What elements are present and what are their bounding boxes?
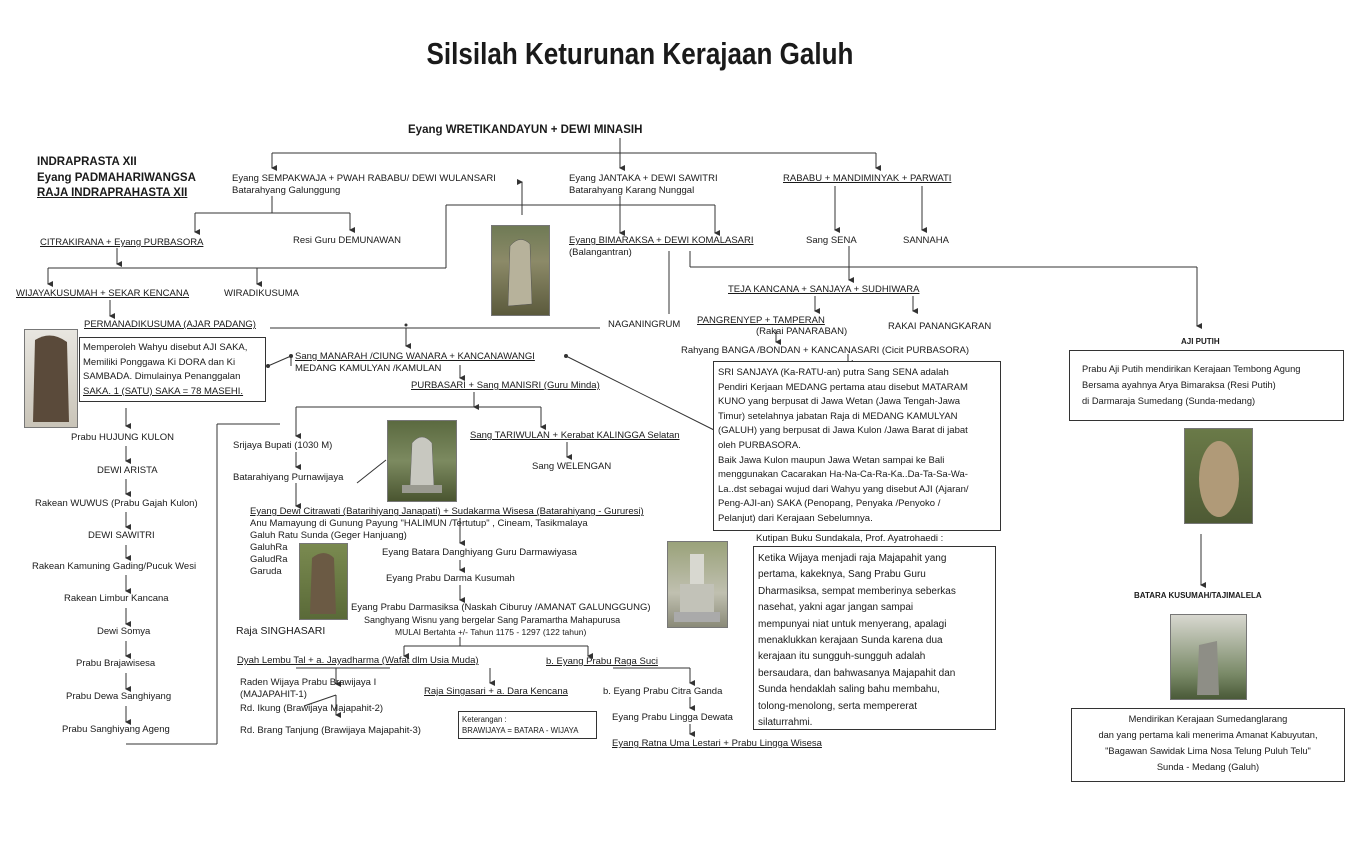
node-resiguru: Resi Guru DEMUNAWAN xyxy=(293,235,402,246)
stone-photo xyxy=(24,329,78,428)
keterangan-note xyxy=(458,711,597,739)
node-panaraban: (Rakai PANARABAN) xyxy=(756,326,848,337)
node-rajasingasari: Raja Singasari + a. Dara Kencana xyxy=(424,686,568,697)
sumedang-line: Sunda - Medang (Galuh) xyxy=(1156,762,1260,772)
node-citraganda: b. Eyang Prabu Citra Ganda xyxy=(603,686,723,697)
kutipan-line: Dharmasiksa, sempat memberinya seberkas xyxy=(758,585,956,597)
sanjaya-line: Peng-AJI-an) SAKA (Penopang, Penyaka /Penyoko / xyxy=(718,498,941,510)
sumedang-line: "Bagawan Sawidak Lima Nosa Telung Puluh Telu" xyxy=(1105,746,1311,756)
node-kamuning: Rakean Kamuning Gading/Pucuk Wesi xyxy=(32,561,197,572)
node-sena: Sang SENA xyxy=(806,235,857,246)
node-darmakusumah: Eyang Prabu Darma Kusumah xyxy=(386,573,515,584)
stone-photo xyxy=(299,543,348,620)
sanjaya-line: KUNO yang berpusat di Jawa Wetan (Jawa Tengah-Jawa xyxy=(718,396,961,408)
node-galuh-ratu: Galuh Ratu Sunda (Geger Hanjuang) xyxy=(250,530,407,541)
node-bimaraksa: Eyang BIMARAKSA + DEWI KOMALASARI xyxy=(569,235,754,246)
ajisaka-note xyxy=(79,337,266,402)
node-sempakwaja-title: Batarahyang Galunggung xyxy=(232,185,341,196)
node-lembutal: Dyah Lembu Tal + a. Jayadharma (Wafat dlm Usia Muda) xyxy=(237,655,479,666)
node-radenwijaya: Raden Wijaya Prabu Brawijaya I xyxy=(240,677,377,688)
node-wuwus: Rakean WUWUS (Prabu Gajah Kulon) xyxy=(35,498,198,509)
node-manarah: Sang MANARAH /CIUNG WANARA + KANCANAWANGI xyxy=(295,351,535,362)
sumedang-line: dan yang pertama kali menerima Amanat Kabuyutan, xyxy=(1098,730,1318,740)
ajiputih-note xyxy=(1069,350,1344,421)
node-danghiyang: Eyang Batara Danghiyang Guru Darmawiyasa xyxy=(382,547,577,558)
node-wisnu: Sanghyang Wisnu yang bergelar Sang Paramartha Mahapurusa xyxy=(364,615,621,625)
sanjaya-line: oleh PURBASORA. xyxy=(718,439,801,451)
sanjaya-line: (GALUH) yang berpusat di Jawa Kulon /Jawa Barat di jabat xyxy=(718,425,968,437)
node-anu-mamayung: Anu Mamayung di Gunung Payung "HALIMUN /Tertutup" , Cineam, Tasikmalaya xyxy=(250,518,588,529)
kutipan-title: Kutipan Buku Sundakala, Prof. Ayatrohaedi : xyxy=(756,533,944,544)
node-dewiarista: DEWI ARISTA xyxy=(97,465,158,476)
node-wijayakusumah: WIJAYAKUSUMAH + SEKAR KENCANA xyxy=(16,288,190,299)
stone-photo xyxy=(1184,428,1253,524)
sumedang-line: Mendirikan Kerajaan Sumedanglarang xyxy=(1128,714,1288,724)
node-darmasiksa: Eyang Prabu Darmasiksa (Naskah Ciburuy /AMANAT GALUNGGUNG) xyxy=(351,602,651,613)
kutipan-line: Sunda hendaklah saling bahu membahu, xyxy=(758,684,940,696)
ajiputih-line: di Darmaraja Sumedang (Sunda-medang) xyxy=(1082,396,1256,406)
node-purnawijaya: Batarahiyang Purnawijaya xyxy=(233,472,344,483)
node-citrakirana: CITRAKIRANA + Eyang PURBASORA xyxy=(40,237,204,248)
root-couple: Eyang WRETIKANDAYUN + DEWI MINASIH xyxy=(408,124,643,136)
sumedang-note xyxy=(1071,708,1345,782)
node-sempakwaja: Eyang SEMPAKWAJA + PWAH RABABU/ DEWI WULANSARI xyxy=(232,173,496,184)
sanjaya-line: menggunakan Cacarakan Ha-Na-Ca-Ra-Ka..Da-Ta-Sa-Wa- xyxy=(718,469,968,481)
stone-photo xyxy=(491,225,550,316)
node-galudra: GaludRa xyxy=(250,554,288,565)
node-permanadikusuma: PERMANADIKUSUMA (AJAR PADANG) xyxy=(84,319,256,330)
sanjaya-note xyxy=(713,361,1001,531)
node-purbasari: PURBASARI + Sang MANISRI (Guru Minda) xyxy=(411,380,600,391)
node-somya: Dewi Somya xyxy=(97,626,151,637)
kutipan-line: mempunyai niat untuk menyerang, apalagi xyxy=(758,618,947,630)
node-brangtanjung: Rd. Brang Tanjung (Brawijaya Majapahit-3) xyxy=(240,725,421,736)
node-sanghiyangageng: Prabu Sanghiyang Ageng xyxy=(62,724,170,735)
ajisaka-line: SAKA. 1 (SATU) SAKA = 78 MASEHI. xyxy=(83,385,244,397)
node-srijaya: Srijaya Bupati (1030 M) xyxy=(233,440,333,451)
node-citrawati: Eyang Dewi Citrawati (Batarihiyang Janapati) + Sudakarma Wisesa (Batarahiyang - Gururesi) xyxy=(250,506,644,517)
ajiputih-line: Bersama ayahnya Arya Bimaraksa (Resi Putih) xyxy=(1082,380,1276,390)
node-jantaka-title: Batarahyang Karang Nunggal xyxy=(569,185,695,196)
node-pangrenyep: PANGRENYEP + TAMPERAN xyxy=(697,315,825,326)
sanjaya-line: Timur) setelahnya jabatan Raja di MEDANG KAMULYAN xyxy=(718,410,958,422)
node-majapahit1: (MAJAPAHIT-1) xyxy=(240,689,307,700)
stone-photo xyxy=(1170,614,1247,700)
sanjaya-line: Pendiri Kerjaan MEDANG pertama atau disebut MATARAM xyxy=(718,381,968,393)
node-batara-kusumah: BATARA KUSUMAH/TAJIMALELA xyxy=(1134,591,1262,600)
node-singhasari: Raja SINGHASARI xyxy=(236,625,326,637)
node-sannaha: SANNAHA xyxy=(903,235,949,246)
kutipan-line: nasehat, yakni agar jangan sampai xyxy=(758,602,914,614)
shrine-photo xyxy=(667,541,728,628)
sanjaya-line: Pelanjut) dari Kerajaan Sebelumnya. xyxy=(718,512,873,524)
node-ikung: Rd. Ikung (Brawijaya Majapahit-2) xyxy=(240,703,384,714)
node-mulai: MULAI Bertahta +/- Tahun 1175 - 1297 (122 tahun) xyxy=(395,627,587,637)
node-ratnauma: Eyang Ratna Uma Lestari + Prabu Lingga Wisesa xyxy=(612,738,822,749)
node-jantaka: Eyang JANTAKA + DEWI SAWITRI xyxy=(569,173,718,184)
indraprasta-title: INDRAPRASTA XII xyxy=(37,156,137,168)
node-tariwulan: Sang TARIWULAN + Kerabat KALINGGA Selatan xyxy=(470,430,680,441)
kutipan-line: silaturrahmi. xyxy=(758,717,813,729)
node-garuda: Garuda xyxy=(250,566,282,577)
ajisaka-line: Memperoleh Wahyu disebut AJI SAKA, xyxy=(83,342,248,353)
ajisaka-line: Memiliki Ponggawa Ki DORA dan Ki xyxy=(83,356,236,368)
kutipan-line: menaklukkan kerajaan Sunda karena dua xyxy=(758,635,943,647)
node-dewisawitri: DEWI SAWITRI xyxy=(88,530,155,541)
ajiputih-line: Prabu Aji Putih mendirikan Kerajaan Tembong Agung xyxy=(1082,364,1301,374)
node-linggadewata: Eyang Prabu Lingga Dewata xyxy=(612,712,733,723)
kutipan-line: pertama, kakeknya, Sang Prabu Guru xyxy=(758,569,926,581)
sanjaya-line: SRI SANJAYA (Ka-RATU-an) putra Sang SENA adalah xyxy=(718,367,949,378)
keterangan-title: Keterangan : xyxy=(462,715,507,724)
node-hujungkulon: Prabu HUJUNG KULON xyxy=(71,432,174,443)
sanjaya-line: La..dst sebagai wujud dari Wahyu yang disebut AJI (Ajaran/ xyxy=(718,483,969,495)
node-brajawisesa: Prabu Brajawisesa xyxy=(76,658,156,669)
kutipan-quote xyxy=(753,546,996,730)
node-wiradikusuma: WIRADIKUSUMA xyxy=(224,288,299,299)
node-naganingrum: NAGANINGRUM xyxy=(608,319,681,330)
node-dewasanghiyang: Prabu Dewa Sanghiyang xyxy=(66,691,172,702)
node-rababu: RABABU + MANDIMINYAK + PARWATI xyxy=(783,173,952,184)
node-tejakencana: TEJA KANCANA + SANJAYA + SUDHIWARA xyxy=(728,284,920,295)
kutipan-line: tolong-menolong, serta mempererat xyxy=(758,700,917,712)
keterangan-text: BRAWIJAYA = BATARA - WIJAYA xyxy=(462,726,579,735)
page-title: Silsilah Keturunan Kerajaan Galuh xyxy=(426,36,854,71)
node-panangkaran: RAKAI PANANGKARAN xyxy=(888,321,992,332)
node-bangabondan: Rahyang BANGA /BONDAN + KANCANASARI (Cicit PURBASORA) xyxy=(681,345,969,356)
raja-indraprahasta: RAJA INDRAPRAHASTA XII xyxy=(37,187,188,199)
node-medang: MEDANG KAMULYAN /KAMULAN xyxy=(295,363,442,374)
node-galuhra: GaluhRa xyxy=(250,542,288,553)
kutipan-line: Ketika Wijaya menjadi raja Majapahit yang xyxy=(758,553,947,564)
node-welengan: Sang WELENGAN xyxy=(532,461,612,472)
node-ajiputih: AJI PUTIH xyxy=(1181,337,1220,346)
kutipan-line: kerajaan itu sungguh-sungguh adalah xyxy=(758,651,926,663)
sanjaya-line: Baik Jawa Kulon maupun Jawa Wetan sampai ke Bali xyxy=(718,454,945,466)
node-bimaraksa-sub: (Balangantran) xyxy=(569,247,632,258)
kutipan-line: bersaudara, dan bahwasanya Majapahit dan xyxy=(758,667,956,679)
node-ragasuci: b. Eyang Prabu Raga Suci xyxy=(546,656,658,667)
gravestone-photo xyxy=(387,420,457,502)
ajisaka-line: SAMBADA. Dimulainya Penanggalan xyxy=(83,371,241,382)
padmahariwangsa: Eyang PADMAHARIWANGSA xyxy=(37,172,196,184)
node-limbur: Rakean Limbur Kancana xyxy=(64,593,169,604)
